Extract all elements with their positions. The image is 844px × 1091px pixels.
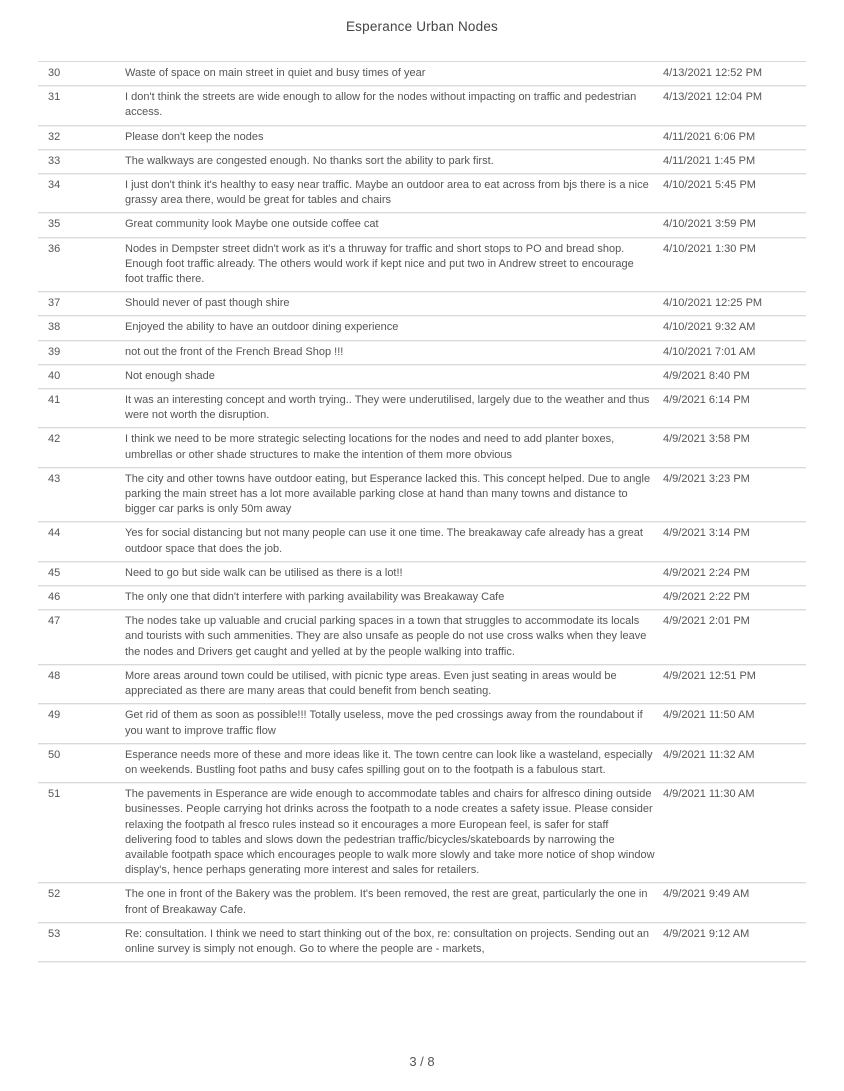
response-number: 36: [48, 242, 61, 255]
page-number: 3 / 8: [409, 1054, 435, 1069]
response-date: 4/9/2021 9:49 AM: [663, 888, 750, 901]
response-text: Get rid of them as soon as possible!!! Totally useless, move the ped crossings away from the roundabout if you want to improve traffic flow: [125, 709, 643, 737]
response-text: I just don't think it's healthy to easy near traffic. Maybe an outdoor area to eat across from bjs there is a nice grassy area there, would be great for tables and chairs: [125, 179, 649, 207]
table-row: [38, 62, 806, 86]
response-date: 4/9/2021 8:40 PM: [663, 369, 750, 382]
response-text: Enjoyed the ability to have an outdoor dining experience: [125, 321, 399, 334]
response-number: 32: [48, 130, 61, 143]
table-row: [38, 316, 806, 340]
response-number: 34: [48, 179, 61, 192]
response-text: Waste of space on main street in quiet and busy times of year: [125, 67, 426, 79]
response-text: The pavements in Esperance are wide enough to accommodate tables and chairs for alfresco dining outside businesses. People carrying hot drinks across the footpath to a node creates a safety issue. Please consider relaxing the footpath al fresco rules instead so it encourages a more European feel, is safer for staff delivering food to tables and slows down the pedestrian traffic/bicycles/skateboards by narrowing the available footpath space which encourages people to walk more slowly and take more notice of shop window display's, hence perhaps generating more interest and sales for retailers.: [125, 788, 655, 877]
table-row: [38, 389, 806, 428]
response-date: 4/9/2021 2:24 PM: [663, 566, 750, 579]
response-date: 4/10/2021 12:25 PM: [663, 297, 763, 310]
table-row: [38, 665, 806, 704]
table-row: [38, 292, 806, 316]
response-text: The one in front of the Bakery was the problem. It's been removed, the rest are great, particularly the one in front of Breakaway Cafe.: [125, 888, 648, 916]
response-number: 51: [48, 788, 61, 801]
responses-table: [38, 61, 806, 962]
table-row: [38, 562, 806, 586]
table-row: [38, 744, 806, 783]
response-number: 37: [48, 297, 61, 310]
response-date: 4/13/2021 12:04 PM: [663, 91, 763, 104]
response-number: 35: [48, 218, 61, 231]
table-row: [38, 923, 806, 962]
response-date: 4/13/2021 12:52 PM: [663, 67, 763, 79]
table-row: [38, 883, 806, 922]
response-date: 4/10/2021 5:45 PM: [663, 179, 756, 192]
response-date: 4/10/2021 9:32 AM: [663, 321, 756, 334]
response-text: Esperance needs more of these and more ideas like it. The town centre can look like a wasteland, especially on weekends. Bustling foot paths and busy cafes spilling gout on to the footpath is a fabulous start.: [125, 748, 653, 776]
response-date: 4/11/2021 6:06 PM: [663, 130, 756, 143]
response-text: Nodes in Dempster street didn't work as it's a thruway for traffic and short stops to PO and bread shop. Enough foot traffic already. The others would work if kept nice and put two in Andrew street to encourage foot traffic there.: [125, 242, 634, 286]
response-text: Re: consultation. I think we need to start thinking out of the box, re: consultation on projects. Sending out an online survey is simply not enough. Go to where the people are - markets,: [125, 927, 650, 955]
table-row: [38, 213, 806, 237]
table-row: [38, 468, 806, 523]
table-row: [38, 174, 806, 213]
response-text: Please don't keep the nodes: [125, 130, 264, 143]
response-text: The nodes take up valuable and crucial parking spaces in a town that struggles to accommodate its locals and tourists with such ammenities. They are also unsafe as people do not use cross walks when they leave the nodes and Drivers get caught and yelled at by the people walking into traffic.: [125, 615, 647, 658]
table-row: [38, 586, 806, 610]
response-number: 47: [48, 615, 61, 628]
response-text: The city and other towns have outdoor eating, but Esperance lacked this. This concept helped. Due to angle parking the main street has a lot more available parking close at hand than many towns and distance to bigger car parks is only 50m away: [125, 472, 651, 516]
response-date: 4/9/2021 2:01 PM: [663, 615, 750, 628]
table-row: [38, 704, 806, 743]
response-number: 43: [48, 472, 61, 485]
response-number: 40: [48, 369, 61, 382]
response-text: It was an interesting concept and worth trying.. They were underutilised, largely due to the weather and thus were not worth the disruption.: [125, 394, 650, 422]
response-date: 4/9/2021 2:22 PM: [663, 591, 750, 604]
response-text: not out the front of the French Bread Shop !!!: [125, 345, 344, 358]
response-number: 44: [48, 527, 61, 540]
response-text: Yes for social distancing but not many people can use it one time. The breakaway cafe already has a great outdoor space that does the job.: [125, 527, 643, 555]
table-row: [38, 238, 806, 293]
response-date: 4/9/2021 9:12 AM: [663, 927, 750, 940]
response-text: Not enough shade: [125, 369, 215, 382]
response-date: 4/9/2021 11:50 AM: [663, 709, 755, 722]
response-date: 4/10/2021 1:30 PM: [663, 242, 756, 255]
response-date: 4/9/2021 3:14 PM: [663, 527, 750, 540]
response-text: I think we need to be more strategic selecting locations for the nodes and need to add planter boxes, umbrellas or other shade structures to make the intention of them more obvious: [125, 433, 615, 461]
response-date: 4/10/2021 7:01 AM: [663, 345, 756, 358]
response-date: 4/11/2021 1:45 PM: [663, 154, 756, 167]
response-number: 45: [48, 566, 61, 579]
response-number: 50: [48, 748, 61, 761]
response-number: 49: [48, 709, 61, 722]
response-text: More areas around town could be utilised, with picnic type areas. Even just seating in areas would be appreciated as there are many areas that could benefit from bench seating.: [125, 669, 617, 698]
response-number: 42: [48, 433, 61, 446]
response-date: 4/9/2021 3:58 PM: [663, 433, 750, 446]
response-number: 52: [48, 888, 61, 901]
table-row: [38, 150, 806, 174]
response-date: 4/9/2021 6:14 PM: [663, 394, 750, 407]
response-text: Need to go but side walk can be utilised as there is a lot!!: [125, 566, 403, 579]
response-text: Should never of past though shire: [125, 297, 290, 310]
response-date: 4/9/2021 11:30 AM: [663, 788, 755, 801]
response-number: 48: [48, 669, 61, 682]
table-row: [38, 783, 806, 883]
response-text: Great community look Maybe one outside coffee cat: [125, 218, 379, 231]
response-text: The only one that didn't interfere with parking availability was Breakaway Cafe: [125, 591, 505, 604]
table-row: [38, 86, 806, 125]
response-number: 46: [48, 591, 61, 604]
response-text: The walkways are congested enough. No thanks sort the ability to park first.: [125, 154, 494, 167]
table-row: [38, 365, 806, 389]
table-row: [38, 428, 806, 467]
response-date: 4/9/2021 12:51 PM: [663, 669, 756, 682]
response-number: 41: [48, 394, 61, 407]
table-row: [38, 341, 806, 365]
page-title: Esperance Urban Nodes: [345, 19, 499, 34]
response-number: 30: [48, 67, 61, 79]
response-text: I don't think the streets are wide enough to allow for the nodes without impacting on traffic and pedestrian access.: [125, 91, 637, 119]
response-number: 39: [48, 345, 61, 358]
response-date: 4/10/2021 3:59 PM: [663, 218, 756, 231]
table-row: [38, 126, 806, 150]
response-date: 4/9/2021 11:32 AM: [663, 748, 755, 761]
table-row: [38, 522, 806, 561]
response-number: 38: [48, 321, 61, 334]
response-number: 33: [48, 154, 61, 167]
table-row: [38, 610, 806, 665]
response-number: 31: [48, 91, 61, 104]
response-number: 53: [48, 927, 61, 940]
response-date: 4/9/2021 3:23 PM: [663, 472, 750, 485]
